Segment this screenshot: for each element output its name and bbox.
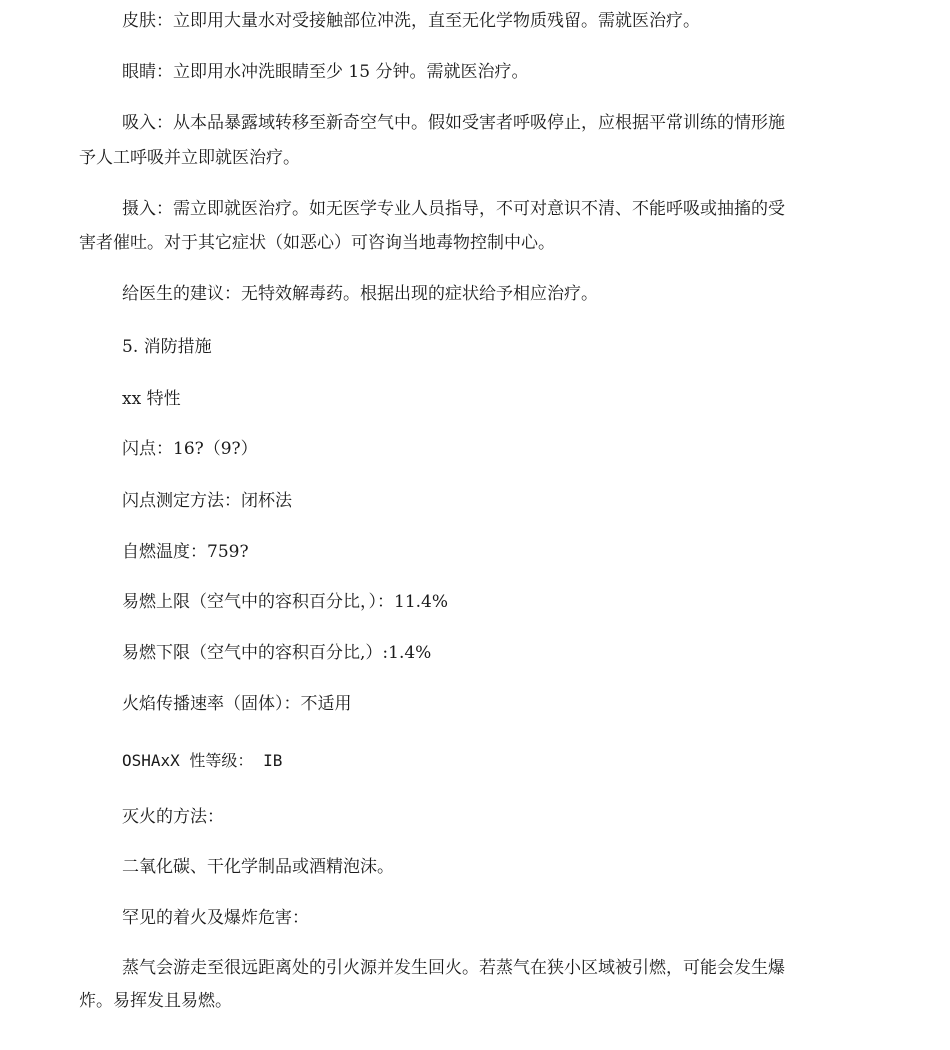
flash-point-method: 闪点测定方法：闭杯法	[122, 491, 292, 511]
advice-to-physician: 给医生的建议：无特效解毒药。根据出现的症状给予相应治疗。	[122, 284, 598, 304]
first-aid-inhalation-line-2: 予人工呼吸并立即就医治疗。	[79, 148, 300, 168]
osha-class: OSHAxX 性等级： IB	[122, 751, 283, 770]
lower-flammable-limit: 易燃下限（空气中的容积百分比,）:1.4%	[122, 643, 432, 663]
autoignition-temperature: 自燃温度：759?	[122, 542, 249, 562]
extinguishing-methods-heading: 灭火的方法：	[122, 807, 224, 827]
fire-explosion-hazards-heading: 罕见的着火及爆炸危害：	[122, 908, 309, 928]
extinguishing-media: 二氧化碳、干化学制品或酒精泡沫。	[122, 857, 394, 877]
section-heading-fire-fighting: 5. 消防措施	[122, 337, 212, 357]
first-aid-eyes: 眼睛：立即用水冲洗眼睛至少 15 分钟。需就医治疗。	[122, 62, 529, 82]
first-aid-inhalation-line-1: 吸入：从本品暴露域转移至新奇空气中。假如受害者呼吸停止，应根据平常训练的情形施	[122, 113, 785, 133]
fire-hazard-description-line-2: 炸。易挥发且易燃。	[79, 991, 232, 1011]
flame-propagation-rate: 火焰传播速率（固体）：不适用	[122, 694, 352, 714]
first-aid-ingestion-line-1: 摄入：需立即就医治疗。如无医学专业人员指导，不可对意识不清、不能呼吸或抽搐的受	[122, 199, 785, 219]
subheading-properties: xx 特性	[122, 389, 181, 409]
flash-point: 闪点：16?（9?）	[122, 439, 258, 459]
fire-hazard-description-line-1: 蒸气会游走至很远距离处的引火源并发生回火。若蒸气在狭小区域被引燃，可能会发生爆	[122, 958, 785, 978]
first-aid-skin: 皮肤：立即用大量水对受接触部位冲洗，直至无化学物质残留。需就医治疗。	[122, 11, 700, 31]
upper-flammable-limit: 易燃上限（空气中的容积百分比，）：11.4%	[122, 592, 449, 612]
first-aid-ingestion-line-2: 害者催吐。对于其它症状（如恶心）可咨询当地毒物控制中心。	[79, 233, 555, 253]
